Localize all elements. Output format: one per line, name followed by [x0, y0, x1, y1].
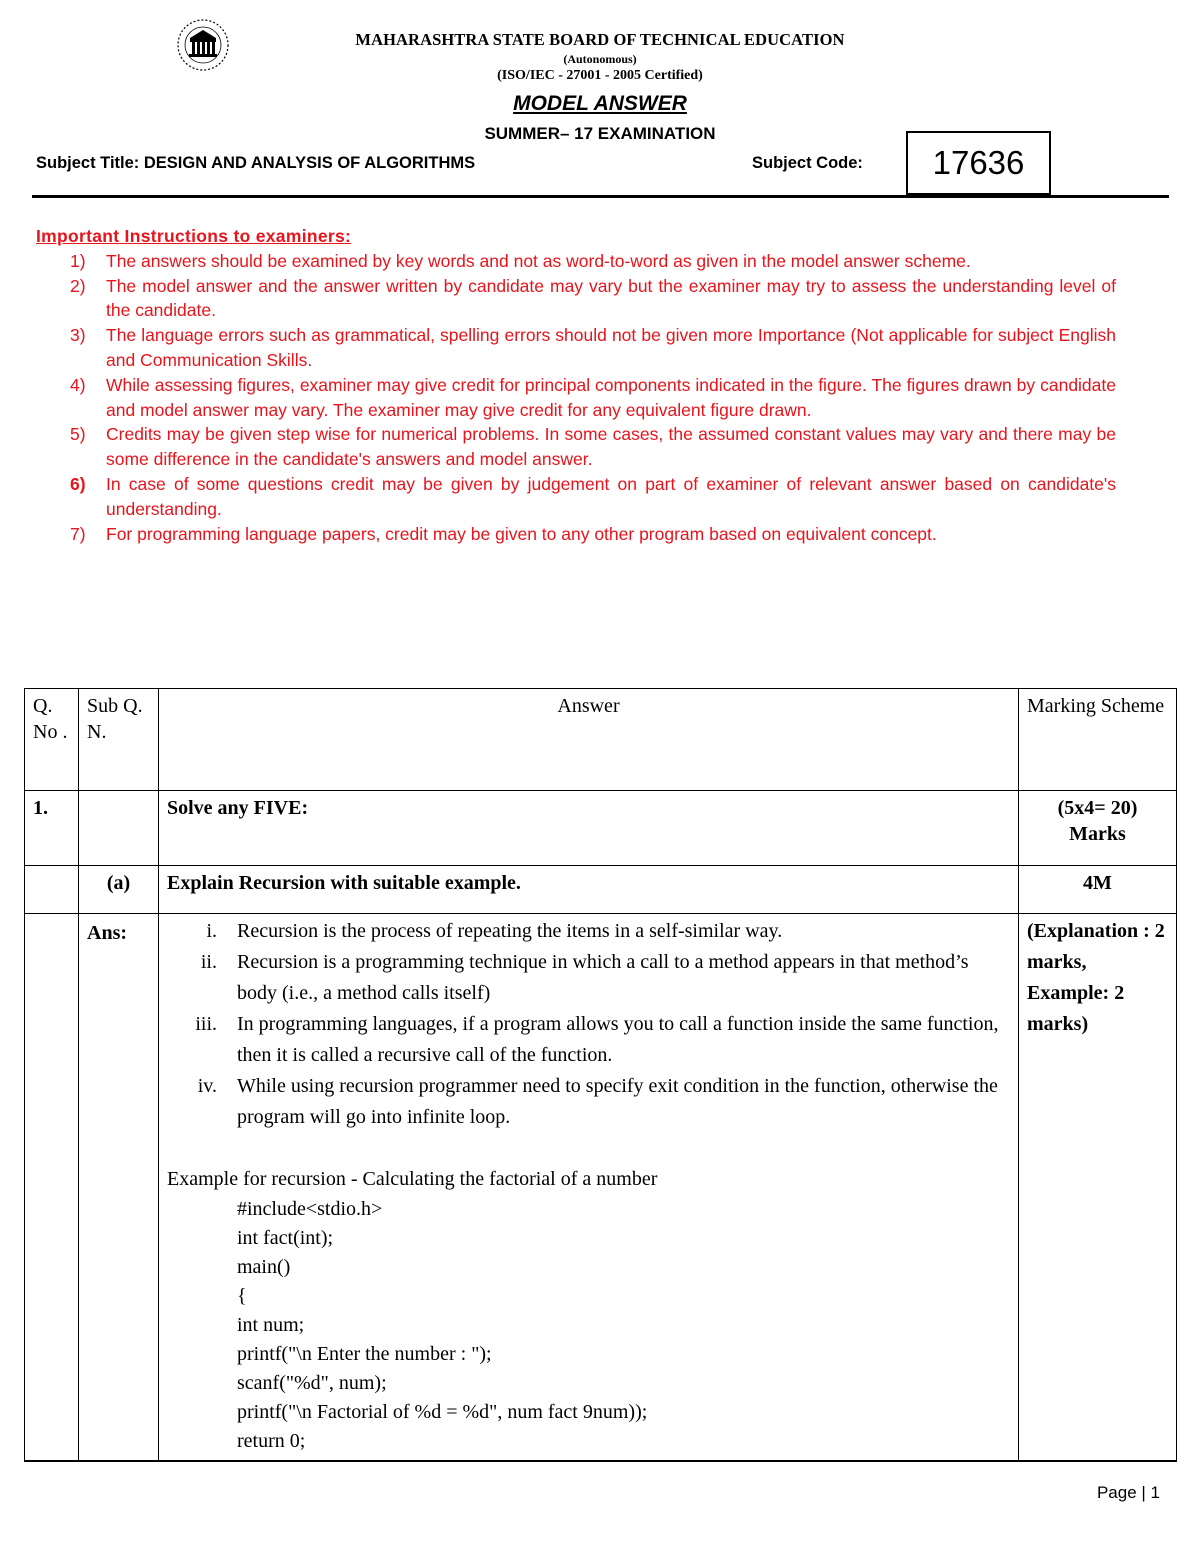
instructions-heading: Important Instructions to examiners: [36, 226, 352, 246]
subquestion-marks: 4M [1019, 866, 1177, 914]
list-item [167, 1071, 1010, 1133]
instruction-item [36, 373, 1116, 423]
instruction-number: 1) [70, 250, 86, 271]
list-item [167, 947, 1010, 1009]
marks-line: (5x4= 20) [1057, 797, 1138, 819]
example-intro: Example for recursion - Calculating the factorial of a number [167, 1168, 658, 1190]
code-line: printf("\n Enter the number : "); [237, 1343, 492, 1365]
answer-label: Ans: [79, 914, 159, 1462]
board-name: MAHARASHTRA STATE BOARD OF TECHNICAL EDUCATION [355, 30, 845, 49]
table-row [25, 914, 1177, 1462]
header-subqn: Sub Q. N. [79, 689, 159, 791]
exam-name: SUMMER– 17 EXAMINATION [484, 124, 716, 143]
roman-numeral: iii. [195, 1013, 217, 1035]
list-item [167, 1009, 1010, 1071]
code-line: { [237, 1285, 247, 1307]
instruction-text: In case of some questions credit may be given by judgement on part of examiner of relevant answer based on candidate's understanding. [106, 473, 1116, 519]
list-item [167, 916, 1010, 947]
instruction-number: 3) [70, 325, 86, 346]
roman-numeral: i. [206, 920, 217, 942]
instruction-item [36, 249, 1116, 274]
qno-cell [25, 914, 79, 1462]
iso-certification: (ISO/IEC - 27001 - 2005 Certified) [497, 68, 703, 83]
header-divider [32, 195, 1169, 198]
header-qno: Q. No . [25, 689, 79, 791]
instruction-item [36, 422, 1116, 472]
subject-code: 17636 [932, 144, 1025, 181]
point-text: Recursion is a programming technique in which a call to a method appears in that method’s body (i.e., a method calls itself) [237, 951, 969, 1004]
answer-table [24, 688, 1177, 1462]
roman-numeral: iv. [197, 1075, 217, 1097]
code-line: scanf("%d", num); [237, 1372, 387, 1394]
qno-cell [25, 866, 79, 914]
instructions-list [36, 249, 1116, 547]
subject-code-box [906, 131, 1051, 195]
subq-cell [79, 791, 159, 866]
instruction-text: While assessing figures, examiner may give credit for principal components indicated in the figure. The figures drawn by candidate and model answer may vary. The examiner may give credit for any equivalent figure drawn. [106, 374, 1116, 420]
instruction-number: 6) [70, 473, 86, 494]
code-line: return 0; [237, 1430, 306, 1452]
instruction-number: 4) [70, 374, 86, 395]
subquestion-label: (a) [79, 866, 159, 914]
instruction-item [36, 323, 1116, 373]
table-header-row [25, 689, 1177, 791]
code-line: printf("\n Factorial of %d = %d", num fact 9num)); [237, 1401, 648, 1423]
subject-title: Subject Title: DESIGN AND ANALYSIS OF ALGORITHMS [36, 154, 476, 172]
code-block [167, 1195, 1010, 1456]
instruction-number: 5) [70, 424, 86, 445]
instruction-text: Credits may be given step wise for numerical problems. In some cases, the assumed constant values may vary and there may be some difference in the candidate's answers and model answer. [106, 424, 1116, 470]
roman-numeral: ii. [200, 951, 217, 973]
table-row [25, 791, 1177, 866]
point-text: While using recursion programmer need to specify exit condition in the function, otherwise the program will go into infinite loop. [237, 1075, 998, 1128]
question-number: 1. [25, 791, 79, 866]
code-line: int num; [237, 1314, 305, 1336]
instruction-text: The model answer and the answer written by candidate may vary but the examiner may try to assess the understanding level of the candidate. [106, 275, 1116, 321]
autonomous-label: (Autonomous) [563, 52, 637, 66]
question-text: Solve any FIVE: [159, 791, 1019, 866]
instruction-text: The answers should be examined by key words and not as word-to-word as given in the model answer scheme. [106, 250, 971, 271]
instruction-text: The language errors such as grammatical, spelling errors should not be given more Importance (Not applicable for subject English and Communication Skills. [106, 325, 1116, 370]
page-number: Page | 1 [1096, 1483, 1160, 1502]
header-marking: Marking Scheme [1019, 689, 1177, 791]
code-line: #include<stdio.h> [237, 1198, 383, 1220]
instructions-section [36, 224, 1116, 546]
answer-points [167, 916, 1010, 1133]
instruction-text: For programming language papers, credit may be given to any other program based on equivalent concept. [106, 523, 937, 544]
point-text: In programming languages, if a program allows you to call a function inside the same function, then it is called a recursive call of the function. [237, 1013, 999, 1066]
instruction-item [36, 522, 1116, 547]
marks-line: Marks [1069, 823, 1126, 845]
header-answer: Answer [159, 689, 1019, 791]
answer-body [159, 914, 1019, 1462]
instruction-number: 2) [70, 275, 86, 296]
instruction-number: 7) [70, 523, 86, 544]
code-line: int fact(int); [237, 1227, 334, 1249]
model-answer-title: MODEL ANSWER [513, 92, 687, 115]
instruction-item [36, 274, 1116, 324]
marks-cell [1019, 791, 1177, 866]
subquestion-text: Explain Recursion with suitable example. [159, 866, 1019, 914]
point-text: Recursion is the process of repeating the items in a self-similar way. [237, 920, 783, 942]
instruction-item [36, 472, 1116, 522]
subject-code-label: Subject Code: [752, 154, 863, 172]
table-row [25, 866, 1177, 914]
code-line: main() [237, 1256, 291, 1278]
marking-scheme: (Explanation : 2 marks, Example: 2 marks) [1019, 914, 1177, 1462]
